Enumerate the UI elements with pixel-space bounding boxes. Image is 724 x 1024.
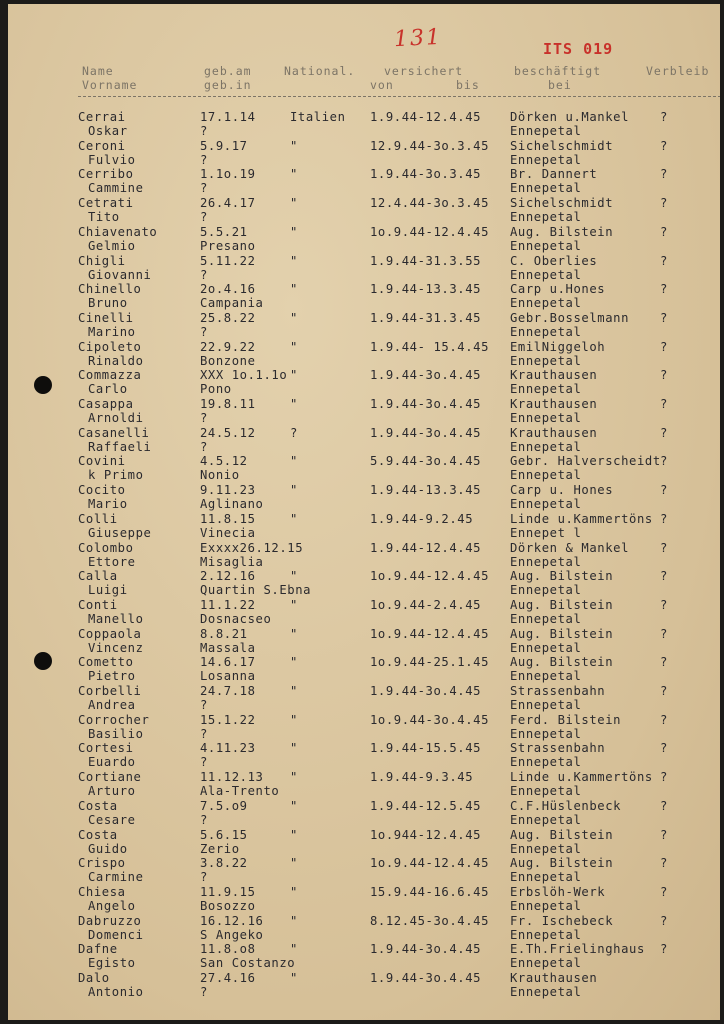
birth-place: Losanna	[200, 669, 256, 684]
nationality: "	[290, 655, 298, 670]
header-name: Name	[82, 64, 114, 78]
employer: Linde u.Kammertöns	[510, 511, 653, 526]
employer: Carp u. Hones	[510, 483, 614, 498]
surname: Corbelli	[78, 684, 142, 698]
employer: Aug. Bilstein	[510, 655, 614, 670]
nationality: "	[290, 167, 298, 182]
header-national: National.	[284, 64, 356, 78]
firstname: Giovanni	[88, 267, 152, 282]
firstname: Arturo	[88, 784, 136, 799]
birth-place: Ala-Trento	[200, 784, 280, 799]
employer-town: Ennepetal	[510, 468, 582, 483]
firstname: Giuseppe	[88, 525, 152, 540]
insured-period: 1.9.44-31.3.45	[370, 310, 482, 325]
fate: ?	[660, 138, 668, 153]
insured-period: 12.9.44-3o.3.45	[370, 138, 490, 153]
fate: ?	[660, 827, 668, 842]
birth-date: 1.1o.19	[200, 167, 256, 182]
employer: Krauthausen	[510, 368, 598, 383]
firstname: Gelmio	[88, 238, 136, 253]
birth-place: ?	[200, 755, 208, 770]
employer: C. Oberlies	[510, 253, 598, 268]
insured-period: 1.9.44-3o.4.45	[370, 971, 482, 985]
birth-place: Pono	[200, 382, 232, 397]
employer-town: Ennepetal	[510, 669, 582, 684]
birth-date: 25.8.22	[200, 310, 256, 325]
firstname: Luigi	[88, 583, 128, 598]
insured-period: 15.9.44-16.6.45	[370, 884, 490, 899]
birth-date: 2.12.16	[200, 569, 256, 584]
insured-period: 1o.9.44-2.4.45	[370, 597, 482, 612]
employer: Aug. Bilstein	[510, 224, 614, 239]
nationality: "	[290, 138, 298, 153]
nationality: "	[290, 569, 298, 584]
employer: Strassenbahn	[510, 741, 606, 756]
insured-period: 1.9.44-3o.4.45	[370, 684, 482, 698]
firstname: Tito	[88, 210, 120, 225]
employer-town: Ennepetal	[510, 726, 582, 741]
nationality: ?	[290, 425, 298, 440]
employer-town: Ennepetal	[510, 238, 582, 253]
nationality: "	[290, 942, 298, 957]
nationality: "	[290, 454, 298, 469]
birth-date: 11.9.15	[200, 884, 256, 899]
insured-period: 1.9.44-3o.4.45	[370, 368, 482, 383]
insured-period: 1.9.44-15.5.45	[370, 741, 482, 756]
surname: Colombo	[78, 540, 134, 555]
nationality: "	[290, 798, 298, 813]
insured-period: 1.9.44-3o.4.45	[370, 425, 482, 440]
surname: Cortiane	[78, 770, 142, 785]
employer: Sichelschmidt	[510, 138, 614, 153]
birth-date: 4.11.23	[200, 741, 256, 756]
employer: Gebr. Halverscheidt	[510, 454, 661, 469]
its-stamp: ITS 019	[543, 40, 614, 58]
insured-period: 1.9.44-3o.4.45	[370, 942, 482, 957]
birth-date: 17.1.14	[200, 110, 256, 124]
birth-date: 16.12.16	[200, 913, 264, 928]
birth-date: 5.5.21	[200, 224, 248, 239]
insured-period: 1o.9.44-12.4.45	[370, 569, 490, 584]
firstname: Pietro	[88, 669, 136, 684]
employer-town: Ennepetal	[510, 353, 582, 368]
surname: Cometto	[78, 655, 134, 670]
nationality: "	[290, 282, 298, 297]
insured-period: 1.9.44- 15.4.45	[370, 339, 490, 354]
employer-town: Ennepetal	[510, 181, 582, 196]
employer-town: Ennepetal	[510, 324, 582, 339]
birth-date: 15.1.22	[200, 712, 256, 727]
nationality: "	[290, 827, 298, 842]
firstname: Mario	[88, 497, 128, 512]
fate: ?	[660, 798, 668, 813]
employer: E.Th.Frielinghaus	[510, 942, 645, 957]
birth-place: ?	[200, 439, 208, 454]
fate: ?	[660, 626, 668, 641]
insured-period: 1.9.44-3o.3.45	[370, 167, 482, 182]
birth-place: ?	[200, 267, 208, 282]
birth-place: Quartin S.Ebna	[200, 583, 312, 598]
employer-town: Ennepetal	[510, 640, 582, 655]
surname: Crispo	[78, 856, 126, 871]
insured-period: 1.9.44-9.3.45	[370, 770, 474, 785]
employer-town: Ennepetal	[510, 812, 582, 827]
firstname: Oskar	[88, 124, 128, 138]
birth-date: Exxxx26.12.15	[200, 540, 304, 555]
insured-period: 1.9.44-3o.4.45	[370, 397, 482, 411]
surname: Chiavenato	[78, 224, 158, 239]
birth-place: Campania	[200, 296, 264, 311]
employer-town: Ennepetal	[510, 985, 582, 999]
birth-place: ?	[200, 698, 208, 712]
employer-town: Ennepetal	[510, 439, 582, 454]
firstname: Antonio	[88, 985, 144, 999]
birth-place: Presano	[200, 238, 256, 253]
nationality: "	[290, 712, 298, 727]
firstname: Angelo	[88, 898, 136, 913]
birth-place: Aglinano	[200, 497, 264, 512]
surname: Cetrati	[78, 196, 134, 211]
employer-town: Ennepetal	[510, 927, 582, 942]
fate: ?	[660, 741, 668, 756]
employer: Krauthausen	[510, 425, 598, 440]
surname: Cerribo	[78, 167, 134, 182]
insured-period: 8.12.45-3o.4.45	[370, 913, 490, 928]
surname: Casappa	[78, 397, 134, 411]
employer: Dörken u.Mankel	[510, 110, 630, 124]
nationality: "	[290, 511, 298, 526]
fate: ?	[660, 196, 668, 211]
firstname: Fulvio	[88, 152, 136, 167]
header-rule	[78, 96, 720, 97]
fate: ?	[660, 454, 668, 469]
nationality: "	[290, 913, 298, 928]
surname: Dabruzzo	[78, 913, 142, 928]
header-von: von	[370, 78, 394, 92]
birth-date: 26.4.17	[200, 196, 256, 211]
employer-town: Ennepetal	[510, 583, 582, 598]
insured-period: 1.9.44-12.5.45	[370, 798, 482, 813]
fate: ?	[660, 684, 668, 698]
birth-date: 8.8.21	[200, 626, 248, 641]
birth-place: Vinecia	[200, 525, 256, 540]
birth-place: ?	[200, 726, 208, 741]
insured-period: 1o.9.44-25.1.45	[370, 655, 490, 670]
insured-period: 1o.9.44-12.4.45	[370, 626, 490, 641]
surname: Cerrai	[78, 110, 126, 124]
firstname: Bruno	[88, 296, 128, 311]
employer: C.F.Hüslenbeck	[510, 798, 622, 813]
fate: ?	[660, 253, 668, 268]
birth-date: 27.4.16	[200, 971, 256, 985]
page-number-handwritten: 131	[393, 24, 443, 53]
birth-date: 11.12.13	[200, 770, 264, 785]
header-bei: bei	[548, 78, 572, 92]
fate: ?	[660, 368, 668, 383]
insured-period: 1o.9.44-12.4.45	[370, 856, 490, 871]
fate: ?	[660, 483, 668, 498]
birth-place: Misaglia	[200, 554, 264, 569]
header-verbleib: Verbleib	[646, 64, 710, 78]
employer: Krauthausen	[510, 971, 598, 985]
nationality: "	[290, 310, 298, 325]
employer-town: Ennepetal	[510, 784, 582, 799]
surname: Costa	[78, 798, 118, 813]
fate: ?	[660, 655, 668, 670]
header-gebin: geb.in	[204, 78, 252, 92]
nationality: "	[290, 339, 298, 354]
birth-date: 3.8.22	[200, 856, 248, 871]
employer-town: Ennepetal	[510, 870, 582, 885]
nationality: "	[290, 483, 298, 498]
firstname: Arnoldi	[88, 411, 144, 425]
nationality: "	[290, 856, 298, 871]
insured-period: 12.4.44-3o.3.45	[370, 196, 490, 211]
surname: Coppaola	[78, 626, 142, 641]
birth-date: 11.8.15	[200, 511, 256, 526]
firstname: Domenci	[88, 927, 144, 942]
surname: Costa	[78, 827, 118, 842]
surname: Chinello	[78, 282, 142, 297]
fate: ?	[660, 310, 668, 325]
surname: Chigli	[78, 253, 126, 268]
employer: Fr. Ischebeck	[510, 913, 614, 928]
nationality: "	[290, 971, 298, 985]
birth-place: Massala	[200, 640, 256, 655]
insured-period: 1.9.44-13.3.45	[370, 282, 482, 297]
fate: ?	[660, 282, 668, 297]
employer: Aug. Bilstein	[510, 597, 614, 612]
fate: ?	[660, 224, 668, 239]
employer-town: Ennepetal	[510, 152, 582, 167]
surname: Corrocher	[78, 712, 150, 727]
surname: Cinelli	[78, 310, 134, 325]
employer-town: Ennepetal	[510, 841, 582, 856]
firstname: Rinaldo	[88, 353, 144, 368]
fate: ?	[660, 167, 668, 182]
fate: ?	[660, 770, 668, 785]
birth-date: 5.9.17	[200, 138, 248, 153]
employer: Sichelschmidt	[510, 196, 614, 211]
nationality: "	[290, 597, 298, 612]
nationality: "	[290, 626, 298, 641]
birth-date: 7.5.o9	[200, 798, 248, 813]
firstname: Egisto	[88, 956, 136, 971]
firstname: Basilio	[88, 726, 144, 741]
surname: Colli	[78, 511, 118, 526]
employer-town: Ennepetal	[510, 698, 582, 712]
firstname: Marino	[88, 324, 136, 339]
surname: Dalo	[78, 971, 110, 985]
insured-period: 1o.944-12.4.45	[370, 827, 482, 842]
birth-place: ?	[200, 812, 208, 827]
header-vorname: Vorname	[82, 78, 138, 92]
nationality: "	[290, 196, 298, 211]
employer: Krauthausen	[510, 397, 598, 411]
header-gebam: geb.am	[204, 64, 252, 78]
employer-town: Ennepetal	[510, 497, 582, 512]
firstname: Vincenz	[88, 640, 144, 655]
header-bis: bis	[456, 78, 480, 92]
birth-date: 5.11.22	[200, 253, 256, 268]
employer: Br. Dannert	[510, 167, 598, 182]
employer-town: Ennepetal	[510, 267, 582, 282]
nationality: "	[290, 397, 298, 411]
surname: Dafne	[78, 942, 118, 957]
employer-town: Ennepetal	[510, 898, 582, 913]
employer-town: Ennepetal	[510, 554, 582, 569]
firstname: Ettore	[88, 554, 136, 569]
document-sheet	[8, 4, 720, 1020]
fate: ?	[660, 569, 668, 584]
birth-place: Bosozzo	[200, 898, 256, 913]
employer: Gebr.Bosselmann	[510, 310, 630, 325]
firstname: Guido	[88, 841, 128, 856]
fate: ?	[660, 942, 668, 957]
surname: Cipoleto	[78, 339, 142, 354]
nationality: "	[290, 884, 298, 899]
insured-period: 1o.9.44-3o.4.45	[370, 712, 490, 727]
birth-place: ?	[200, 324, 208, 339]
firstname: Cammine	[88, 181, 144, 196]
surname: Cortesi	[78, 741, 134, 756]
nationality: Italien	[290, 110, 346, 124]
birth-date: 2o.4.16	[200, 282, 256, 297]
fate: ?	[660, 511, 668, 526]
surname: Covini	[78, 454, 126, 469]
firstname: Manello	[88, 611, 144, 626]
insured-period: 1.9.44-9.2.45	[370, 511, 474, 526]
birth-place: ?	[200, 210, 208, 225]
nationality: "	[290, 684, 298, 698]
surname: Commazza	[78, 368, 142, 383]
birth-date: 19.8.11	[200, 397, 256, 411]
fate: ?	[660, 110, 668, 124]
fate: ?	[660, 597, 668, 612]
birth-place: Bonzone	[200, 353, 256, 368]
punch-hole	[34, 652, 52, 670]
employer: Aug. Bilstein	[510, 626, 614, 641]
fate: ?	[660, 339, 668, 354]
employer-town: Ennepetal	[510, 124, 582, 138]
birth-place: ?	[200, 152, 208, 167]
firstname: Andrea	[88, 698, 136, 712]
birth-place: ?	[200, 124, 208, 138]
firstname: Cesare	[88, 812, 136, 827]
fate: ?	[660, 425, 668, 440]
surname: Casanelli	[78, 425, 150, 440]
employer-town: Ennepet l	[510, 525, 582, 540]
header-versichert: versichert	[384, 64, 464, 78]
employer: Erbslöh-Werk	[510, 884, 606, 899]
employer: Aug. Bilstein	[510, 569, 614, 584]
insured-period: 1o.9.44-12.4.45	[370, 224, 490, 239]
birth-date: 4.5.12	[200, 454, 248, 469]
employer-town: Ennepetal	[510, 611, 582, 626]
employer: Ferd. Bilstein	[510, 712, 622, 727]
firstname: Carmine	[88, 870, 144, 885]
fate: ?	[660, 540, 668, 555]
fate: ?	[660, 856, 668, 871]
surname: Ceroni	[78, 138, 126, 153]
employer-town: Ennepetal	[510, 296, 582, 311]
birth-place: San Costanzo	[200, 956, 296, 971]
employer: Strassenbahn	[510, 684, 606, 698]
birth-place: ?	[200, 411, 208, 425]
birth-date: 11.8.o8	[200, 942, 256, 957]
fate: ?	[660, 397, 668, 411]
employer: Linde u.Kammertöns	[510, 770, 653, 785]
surname: Conti	[78, 597, 118, 612]
fate: ?	[660, 913, 668, 928]
employer-town: Ennepetal	[510, 956, 582, 971]
nationality: "	[290, 224, 298, 239]
firstname: Carlo	[88, 382, 128, 397]
birth-place: ?	[200, 870, 208, 885]
birth-date: 5.6.15	[200, 827, 248, 842]
employer: Carp u.Hones	[510, 282, 606, 297]
firstname: k Primo	[88, 468, 144, 483]
birth-date: 9.11.23	[200, 483, 256, 498]
firstname: Raffaeli	[88, 439, 152, 454]
employer: Aug. Bilstein	[510, 856, 614, 871]
fate: ?	[660, 884, 668, 899]
birth-place: Nonio	[200, 468, 240, 483]
employer-town: Ennepetal	[510, 210, 582, 225]
punch-hole	[34, 376, 52, 394]
nationality: "	[290, 253, 298, 268]
employer: Dörken & Mankel	[510, 540, 630, 555]
surname: Chiesa	[78, 884, 126, 899]
nationality: "	[290, 368, 298, 383]
birth-date: 22.9.22	[200, 339, 256, 354]
birth-place: S Angeko	[200, 927, 264, 942]
employer-town: Ennepetal	[510, 382, 582, 397]
employer-town: Ennepetal	[510, 411, 582, 425]
surname: Calla	[78, 569, 118, 584]
employer: EmilNiggeloh	[510, 339, 606, 354]
employer: Aug. Bilstein	[510, 827, 614, 842]
birth-place: ?	[200, 181, 208, 196]
birth-date: 14.6.17	[200, 655, 256, 670]
birth-place: ?	[200, 985, 208, 999]
surname: Cocito	[78, 483, 126, 498]
employer-town: Ennepetal	[510, 755, 582, 770]
birth-date: 24.7.18	[200, 684, 256, 698]
birth-place: Zerio	[200, 841, 240, 856]
fate: ?	[660, 712, 668, 727]
nationality: "	[290, 741, 298, 756]
birth-date: XXX 1o.1.1o	[200, 368, 288, 383]
birth-place: Dosnacseo	[200, 611, 272, 626]
birth-date: 11.1.22	[200, 597, 256, 612]
insured-period: 1.9.44-12.4.45	[370, 540, 482, 555]
insured-period: 1.9.44-12.4.45	[370, 110, 482, 124]
insured-period: 1.9.44-13.3.45	[370, 483, 482, 498]
header-beschaeftigt: beschäftigt	[514, 64, 602, 78]
birth-date: 24.5.12	[200, 425, 256, 440]
insured-period: 5.9.44-3o.4.45	[370, 454, 482, 469]
firstname: Euardo	[88, 755, 136, 770]
insured-period: 1.9.44-31.3.55	[370, 253, 482, 268]
nationality: "	[290, 770, 298, 785]
